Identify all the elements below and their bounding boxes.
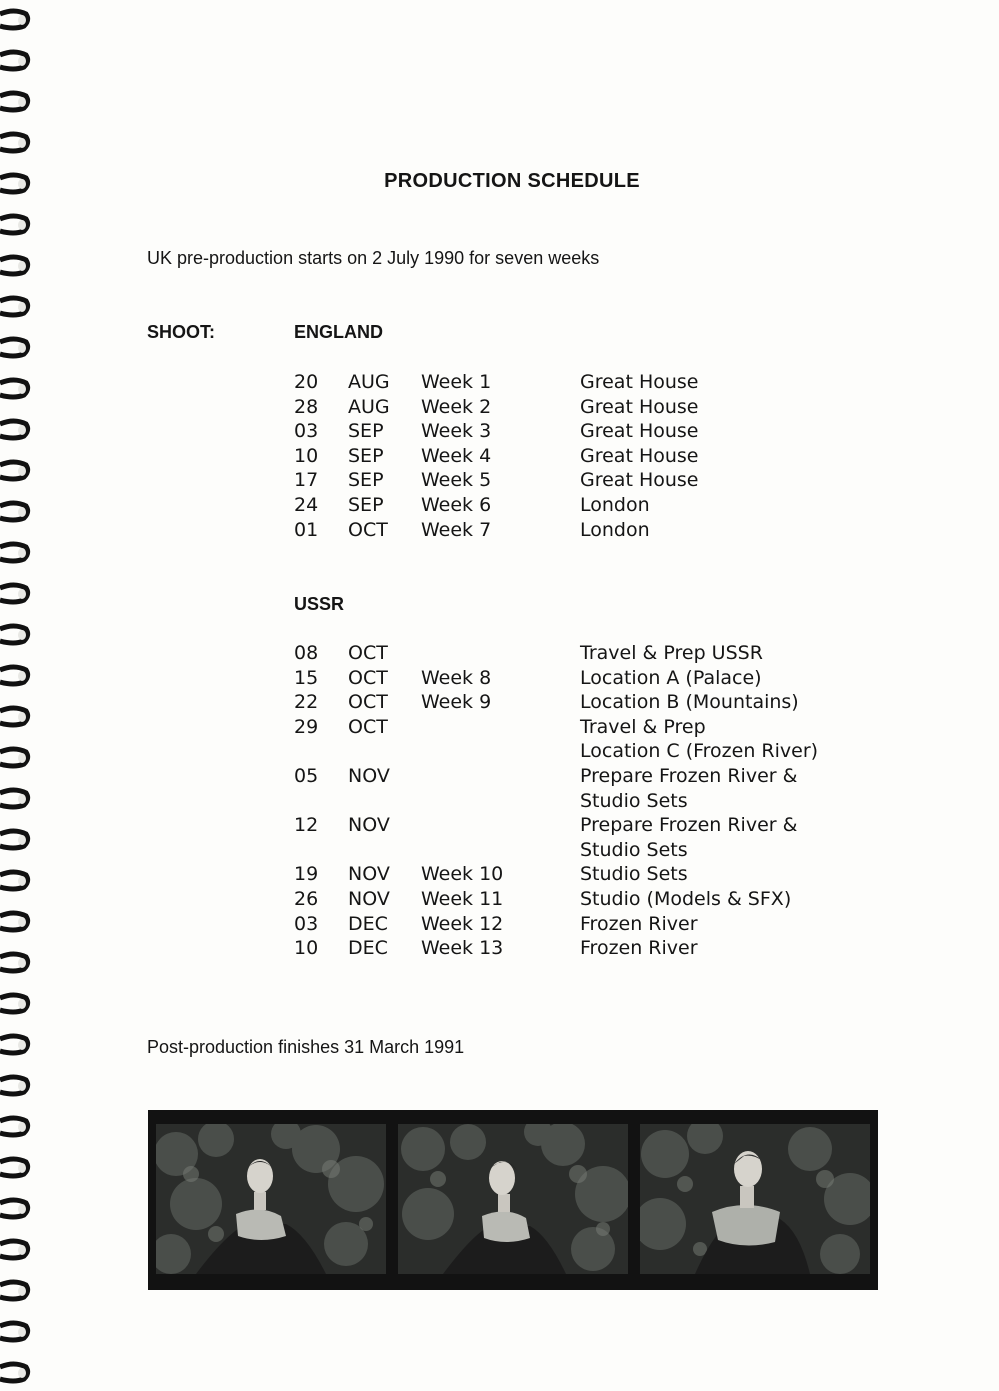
schedule-day: 15 [294, 666, 319, 689]
schedule-day: 08 [294, 642, 319, 664]
schedule-month: NOV [348, 888, 390, 910]
schedule-location: Great House [580, 469, 699, 492]
schedule-row [0, 444, 999, 469]
schedule-row [0, 518, 999, 543]
schedule-week: Week 8 [421, 666, 492, 689]
schedule-row [0, 468, 999, 493]
schedule-week: Week 11 [421, 888, 504, 910]
schedule-day: 20 [294, 371, 319, 393]
schedule-row [0, 887, 999, 912]
spiral-coil [0, 52, 28, 69]
spiral-coil [0, 1118, 28, 1135]
schedule-location: Great House [580, 420, 699, 443]
schedule-day: 22 [294, 691, 319, 714]
schedule-day: 24 [294, 494, 319, 516]
schedule-row [0, 764, 999, 789]
spiral-coil [0, 1323, 28, 1340]
schedule-location: Frozen River [580, 912, 698, 935]
schedule-location: Prepare Frozen River & [580, 765, 798, 787]
schedule-month: SEP [348, 494, 384, 516]
spiral-coil [0, 1200, 28, 1217]
shoot-label: SHOOT: [147, 322, 216, 342]
preproduction-note: UK pre-production starts on 2 July 1990 for seven weeks [147, 248, 600, 268]
schedule-location: Great House [580, 395, 699, 418]
spiral-coil [0, 11, 28, 28]
schedule-day: 03 [294, 420, 319, 443]
schedule-row [0, 936, 999, 961]
ussr-heading: USSR [294, 594, 345, 614]
schedule-row [0, 912, 999, 937]
schedule-week: Week 10 [421, 863, 504, 886]
film-frame-woman-3 [640, 1124, 870, 1274]
schedule-month: NOV [348, 863, 390, 886]
schedule-row [0, 641, 999, 666]
spiral-coil [0, 585, 28, 602]
schedule-month: OCT [348, 518, 388, 541]
schedule-location: London [580, 518, 650, 541]
schedule-location: Location B (Mountains) [580, 691, 799, 714]
spiral-coil [0, 339, 28, 356]
film-frame-woman-1 [156, 1124, 386, 1274]
spiral-coil [0, 216, 28, 233]
schedule-day: 26 [294, 888, 319, 910]
schedule-week: Week 6 [421, 494, 492, 516]
spiral-coil [0, 1077, 28, 1094]
film-frame-woman-2 [398, 1124, 628, 1274]
page-title: PRODUCTION SCHEDULE [384, 170, 640, 192]
schedule-week: Week 13 [421, 937, 504, 960]
schedule-location: Travel & Prep USSR [580, 642, 763, 664]
schedule-location: London [580, 494, 650, 516]
schedule-row [0, 666, 999, 691]
schedule-week: Week 3 [421, 420, 492, 443]
schedule-day: 12 [294, 814, 319, 837]
spiral-coil [0, 544, 28, 561]
schedule-month: DEC [348, 912, 388, 935]
schedule-row [0, 862, 999, 887]
schedule-location: Great House [580, 371, 699, 393]
schedule-month: OCT [348, 691, 388, 714]
schedule-day: 29 [294, 715, 319, 738]
schedule-row [0, 493, 999, 518]
schedule-month: SEP [348, 469, 384, 492]
schedule-location: Great House [580, 444, 699, 467]
schedule-day: 28 [294, 395, 319, 418]
schedule-day: 03 [294, 912, 319, 935]
schedule-row [0, 789, 999, 814]
spiral-coil [0, 298, 28, 315]
schedule-day: 17 [294, 469, 319, 492]
schedule-day: 05 [294, 765, 319, 787]
spiral-coil [0, 1159, 28, 1176]
schedule-row [0, 419, 999, 444]
schedule-location: Studio Sets [580, 863, 688, 886]
spiral-coil [0, 1241, 28, 1258]
schedule-day: 10 [294, 444, 319, 467]
england-heading: ENGLAND [294, 322, 383, 342]
schedule-location: Studio Sets [580, 838, 688, 861]
film-still-strip [148, 1110, 878, 1290]
schedule-month: DEC [348, 937, 388, 960]
schedule-week: Week 2 [421, 395, 492, 418]
schedule-day: 10 [294, 937, 319, 960]
schedule-month: OCT [348, 642, 388, 664]
spiral-coil [0, 1282, 28, 1299]
schedule-row [0, 715, 999, 740]
postproduction-note: Post-production finishes 31 March 1991 [147, 1037, 465, 1057]
schedule-month: OCT [348, 666, 388, 689]
schedule-day: 01 [294, 518, 319, 541]
schedule-week: Week 9 [421, 691, 492, 714]
schedule-month: NOV [348, 765, 390, 787]
spiral-coil [0, 134, 28, 151]
schedule-month: NOV [348, 814, 390, 837]
schedule-month: AUG [348, 395, 390, 418]
schedule-row [0, 739, 999, 764]
spiral-coil [0, 257, 28, 274]
schedule-location: Studio (Models & SFX) [580, 888, 792, 910]
schedule-month: OCT [348, 715, 388, 738]
schedule-week: Week 1 [421, 371, 492, 393]
schedule-month: SEP [348, 444, 384, 467]
schedule-month: SEP [348, 420, 384, 443]
schedule-location: Travel & Prep [580, 715, 706, 738]
schedule-week: Week 7 [421, 518, 492, 541]
schedule-row [0, 690, 999, 715]
schedule-week: Week 4 [421, 444, 492, 467]
schedule-row [0, 838, 999, 863]
schedule-location: Studio Sets [580, 789, 688, 812]
schedule-week: Week 5 [421, 469, 492, 492]
schedule-day: 19 [294, 863, 319, 886]
spiral-coil [0, 995, 28, 1012]
schedule-row [0, 395, 999, 420]
schedule-location: Location A (Palace) [580, 666, 762, 689]
schedule-location: Location C (Frozen River) [580, 740, 819, 763]
schedule-row [0, 813, 999, 838]
spiral-coil [0, 1036, 28, 1053]
spiral-coil [0, 93, 28, 110]
schedule-row [0, 370, 999, 395]
schedule-location: Frozen River [580, 937, 698, 960]
schedule-month: AUG [348, 371, 390, 393]
spiral-coil [0, 1364, 28, 1381]
schedule-location: Prepare Frozen River & [580, 814, 798, 837]
schedule-week: Week 12 [421, 912, 504, 935]
